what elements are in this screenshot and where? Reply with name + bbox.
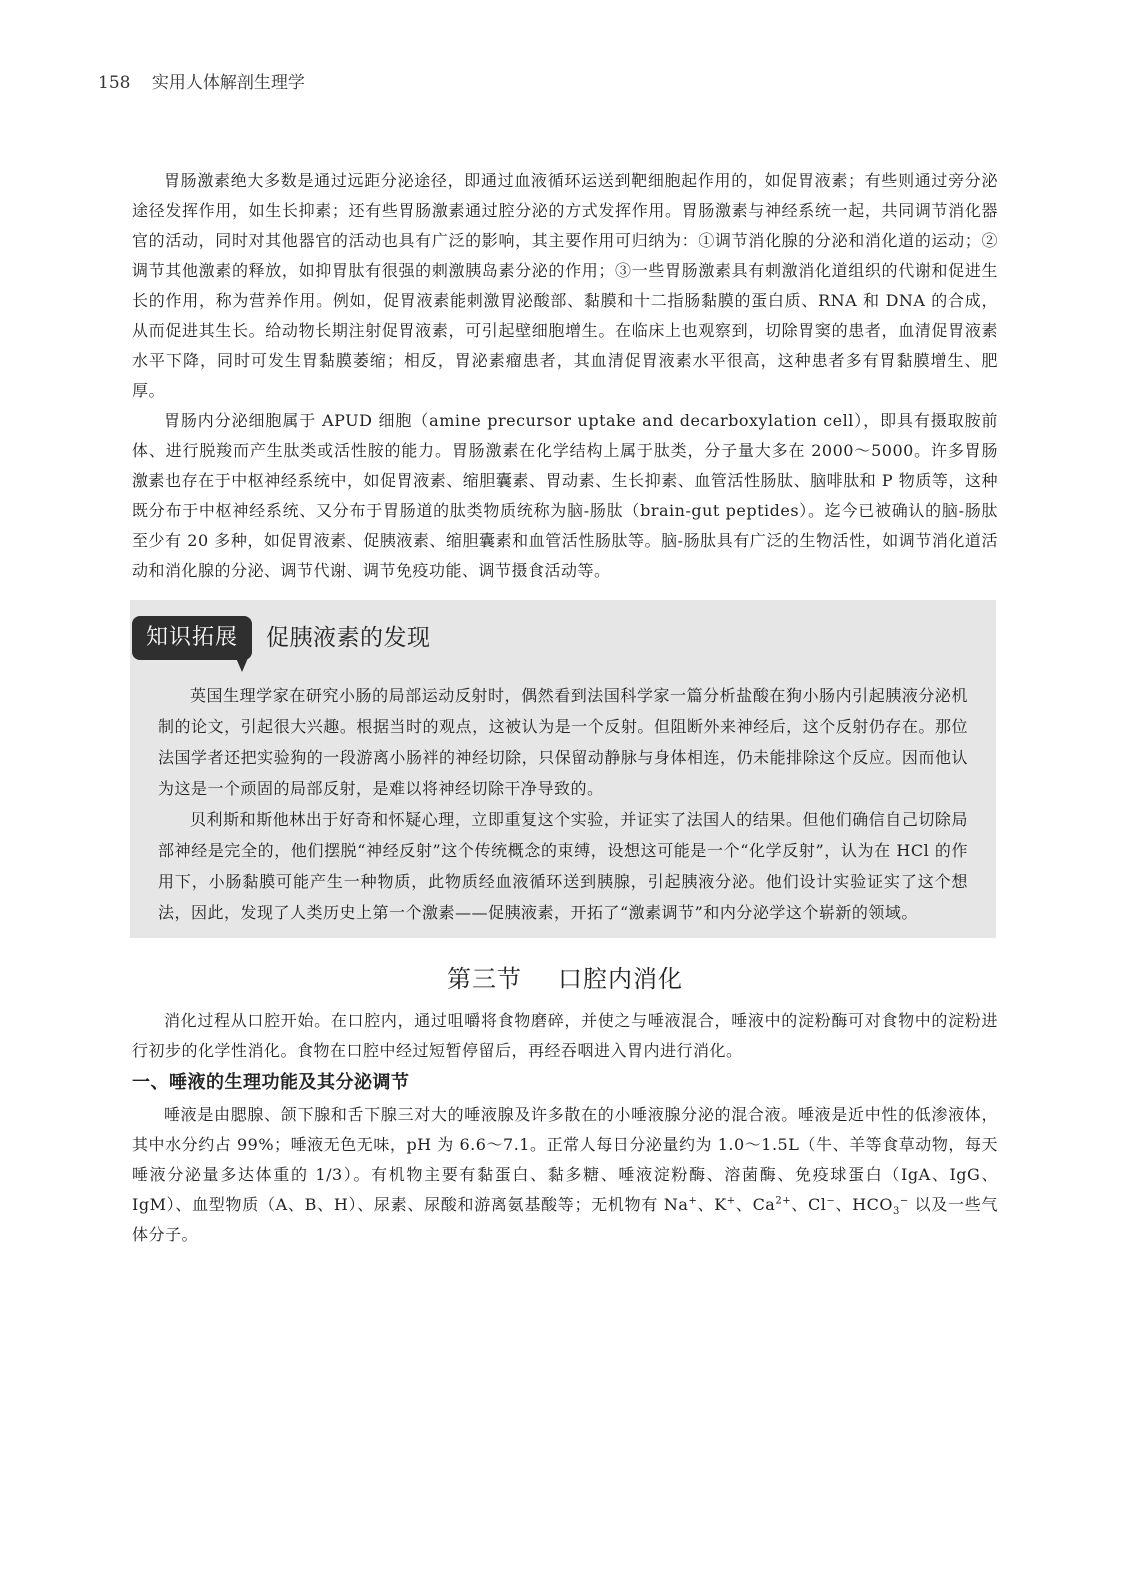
section-number: 第三节 <box>447 965 522 993</box>
ion-hco3-sub: 3 <box>893 1206 900 1218</box>
page-number: 158 <box>98 73 131 93</box>
ion-na-charge: + <box>688 1195 698 1207</box>
ion-k-charge: + <box>726 1195 736 1207</box>
box-paragraph: 贝利斯和斯他林出于好奇和怀疑心理，立即重复这个实验，并证实了法国人的结果。但他们确信自己切除局部神经是完全的，他们摆脱“神经反射”这个传统概念的束缚，设想这可能是一个“化学反射”，认为在 HCl 的作用下，小肠黏膜可能产生一种物质，此物质经血液循环送到胰腺，引起胰液分泌。他们设计实验证实了这个想法，因此，发现了人类历史上第一个激素——促胰液素，开拓了“激素调节”和内分泌学这个崭新的领域。 <box>158 810 968 922</box>
box-header <box>132 612 968 664</box>
ion-hco3-charge: − <box>899 1195 909 1207</box>
section-title <box>132 964 998 994</box>
ion-k: K <box>714 1195 727 1214</box>
paragraph-gut-hormones: 胃肠激素绝大多数是通过远距分泌途径，即通过血液循环运送到靶细胞起作用的，如促胃液素；有些则通过旁分泌途径发挥作用，如生长抑素；还有些胃肠激素通过腔分泌的方式发挥作用。胃肠激素与神经系统一起，共同调节消化器官的活动，同时对其他器官的活动也具有广泛的影响，其主要作用可归纳为：①调节消化腺的分泌和消化道的运动；②调节其他激素的释放，如抑胃肽有很强的刺激胰岛素分泌的作用；③一些胃肠激素具有刺激消化道组织的代谢和促进生长的作用，称为营养作用。例如，促胃液素能刺激胃泌酸部、黏膜和十二指肠黏膜的蛋白质、RNA 和 DNA 的合成，从而促进其生长。给动物长期注射促胃液素，可引起壁细胞增生。在临床上也观察到，切除胃窦的患者，血清促胃液素水平下降，同时可发生胃黏膜萎缩；相反，胃泌素瘤患者，其血清促胃液素水平很高，这种患者多有胃黏膜增生、肥厚。 <box>132 171 998 400</box>
ion-ca: Ca <box>752 1195 776 1214</box>
subsection-paragraph: 唾液是由腮腺、颌下腺和舌下腺三对大的唾液腺及许多散在的小唾液腺分泌的混合液。唾液是近中性的低渗液体，其中水分约占 99%；唾液无色无味，pH 为 6.6～7.1。正常人每日分泌量约为 1.0～1.5L（牛、羊等食草动物，每天唾液分泌量多达体重的 1/3）。有机物主要有黏蛋白、黏多糖、唾液淀粉酶、溶菌酶、免疫球蛋白（IgA、IgG、IgM）、血型物质（A、B、H）、尿素、尿酸和游离氨基酸等；无机物有 Na+、K+、$Ca^{2+}$、Cl−、$HCO_3^-$ 以及一些气体分子。 <box>132 1105 998 1244</box>
knowledge-extension-box <box>130 600 996 938</box>
book-title: 实用人体解剖生理学 <box>151 73 305 93</box>
subsection-title: 一、唾液的生理功能及其分泌调节 <box>132 1072 410 1093</box>
box-badge: 知识拓展 <box>132 616 252 660</box>
section-name: 口腔内消化 <box>558 965 683 993</box>
ion-cl: Cl <box>808 1195 827 1214</box>
main-content <box>132 166 998 1250</box>
box-title: 促胰液素的发现 <box>266 625 431 651</box>
ion-hco3: HCO <box>852 1195 894 1214</box>
ion-na: Na <box>663 1195 689 1214</box>
box-paragraph: 英国生理学家在研究小肠的局部运动反射时，偶然看到法国科学家一篇分析盐酸在狗小肠内引起胰液分泌机制的论文，引起很大兴趣。根据当时的观点，这被认为是一个反射。但阻断外来神经后，这个反射仍存在。那位法国学者还把实验狗的一段游离小肠袢的神经切除，只保留动静脉与身体相连，仍未能排除这个反应。因而他认为这是一个顽固的局部反射，是难以将神经切除干净导致的。 <box>158 686 968 798</box>
section-intro: 消化过程从口腔开始。在口腔内，通过咀嚼将食物磨碎，并使之与唾液混合，唾液中的淀粉酶可对食物中的淀粉进行初步的化学性消化。食物在口腔中经过短暂停留后，再经吞咽进入胃内进行消化。 <box>132 1011 998 1060</box>
ion-cl-charge: − <box>826 1195 836 1207</box>
paragraph-apud-cells: 胃肠内分泌细胞属于 APUD 细胞（amine precursor uptake and decarboxylation cell），即具有摄取胺前体、进行脱羧而产生肽类或活性胺的能力。胃肠激素在化学结构上属于肽类，分子量大多在 2000～5000。许多胃肠激素也存在于中枢神经系统中，如促胃液素、缩胆囊素、胃动素、生长抑素、血管活性肠肽、脑啡肽和 P 物质等，这种既分布于中枢神经系统、又分布于胃肠道的肽类物质统称为脑-肠肽（brain-gut peptides）。迄今已被确认的脑-肠肽至少有 20 多种，如促胃液素、促胰液素、缩胆囊素和血管活性肠肽等。脑-肠肽具有广泛的生物活性，如调节消化道活动和消化腺的分泌、调节代谢、调节免疫功能、调节摄食活动等。 <box>132 411 998 580</box>
subsection-text: 唾液是由腮腺、颌下腺和舌下腺三对大的唾液腺及许多散在的小唾液腺分泌的混合液。唾液是近中性的低渗液体，其中水分约占 99%；唾液无色无味，pH 为 6.6～7.1。正常人每日分泌量约为 1.0～1.5L（牛、羊等食草动物，每天唾液分泌量多达体重的 1/3）。有机物主要有黏蛋白、黏多糖、唾液淀粉酶、溶菌酶、免疫球蛋白（IgA、IgG、IgM）、血型物质（A、B、H）、尿素、尿酸和游离氨基酸等；无机物有 <box>132 1105 998 1214</box>
ions-tail: 以及一些气体分子。 <box>132 1195 998 1244</box>
running-head <box>98 68 305 93</box>
ion-ca-charge: 2+ <box>775 1195 792 1207</box>
